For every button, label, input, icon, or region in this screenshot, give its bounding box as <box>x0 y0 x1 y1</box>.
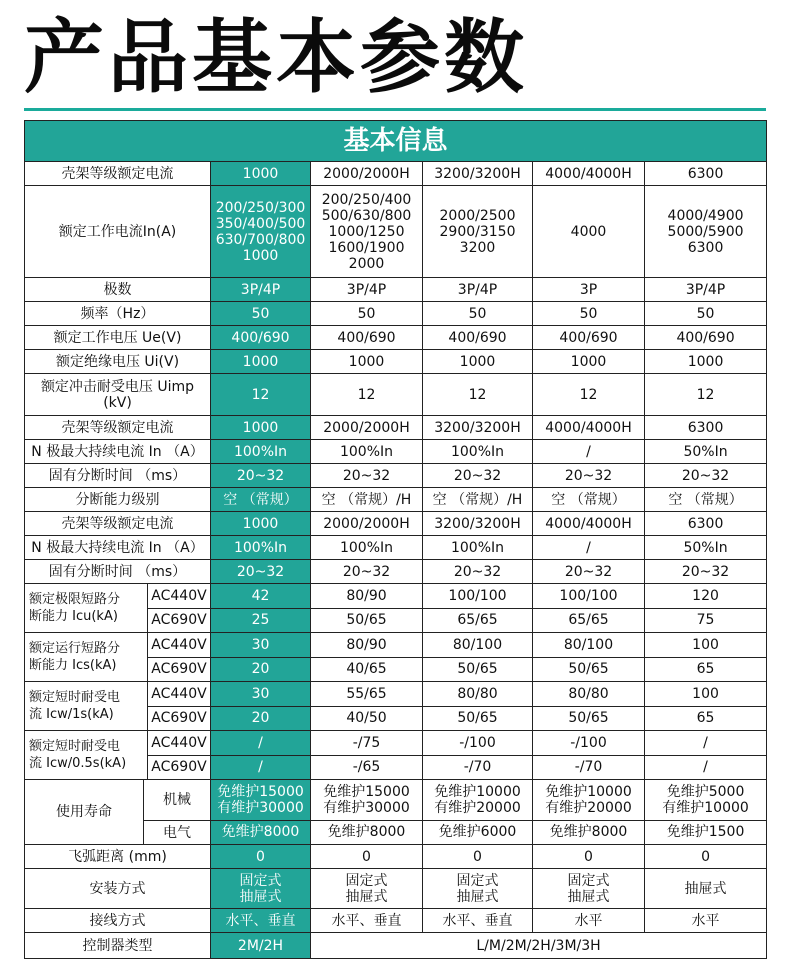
highlight-cell: 100%In <box>211 440 311 464</box>
row-label <box>25 780 211 845</box>
table-cell: 12 <box>311 374 423 416</box>
table-cell: 20~32 <box>533 560 645 584</box>
table-cell: 空 （常规） <box>533 488 645 512</box>
install-row <box>25 869 767 909</box>
row-label: 控制器类型 <box>25 933 211 959</box>
row-label-text: 额定短时耐受电 流 Icw/1s(kA) <box>25 682 148 730</box>
table-cell: -/100 <box>533 731 645 756</box>
ui-row <box>25 350 767 374</box>
ics-row <box>25 633 767 658</box>
highlight-cell: 1000 <box>211 162 311 186</box>
table-cell: 400/690 <box>311 326 423 350</box>
highlight-cell: 免维护8000 <box>211 820 311 844</box>
table-cell: 100%In <box>311 440 423 464</box>
table-cell: 3P/4P <box>423 278 533 302</box>
header-row <box>25 121 767 162</box>
row-label-text: 额定极限短路分 断能力 Icu(kA) <box>25 584 148 632</box>
table-cell: 12 <box>423 374 533 416</box>
table-cell: 55/65 <box>311 682 423 707</box>
table-cell: 100%In <box>423 536 533 560</box>
table-cell: / <box>533 440 645 464</box>
table-cell: 80/90 <box>311 584 423 609</box>
table-cell: / <box>645 731 767 756</box>
spec-table <box>24 120 767 959</box>
highlight-cell: 30 <box>211 682 311 707</box>
row-label: 额定工作电流In(A) <box>25 186 211 278</box>
table-cell: 6300 <box>645 416 767 440</box>
table-cell: 80/80 <box>533 682 645 707</box>
table-cell: 3P <box>533 278 645 302</box>
table-cell: 2000/2500 2900/3150 3200 <box>423 186 533 278</box>
highlight-cell: 水平、垂直 <box>211 909 311 933</box>
title-underline <box>24 108 766 111</box>
table-cell: 2000/2000H <box>311 162 423 186</box>
table-cell: 50/65 <box>311 608 423 633</box>
table-cell: 4000/4000H <box>533 416 645 440</box>
row-label: 壳架等级额定电流 <box>25 512 211 536</box>
row-label: N 极最大持续电流 In （A） <box>25 536 211 560</box>
row-label: 飞弧距离 (mm) <box>25 845 211 869</box>
break-class-row <box>25 488 767 512</box>
table-cell: 400/690 <box>423 326 533 350</box>
table-cell: 免维护15000 有维护30000 <box>311 780 423 821</box>
table-cell: 100%In <box>423 440 533 464</box>
voltage-sublabel: AC690V <box>151 759 207 776</box>
section-header: 基本信息 <box>25 121 767 162</box>
poles-row <box>25 278 767 302</box>
voltage-sublabel: AC440V <box>148 633 210 658</box>
row-label: 壳架等级额定电流 <box>25 416 211 440</box>
controller-row <box>25 933 767 959</box>
table-cell: 65 <box>645 706 767 731</box>
table-cell: 免维护5000 有维护10000 <box>645 780 767 821</box>
row-label: 接线方式 <box>25 909 211 933</box>
table-cell: 3P/4P <box>645 278 767 302</box>
table-cell: 75 <box>645 608 767 633</box>
n-pole-row <box>25 440 767 464</box>
table-cell: 免维护10000 有维护20000 <box>533 780 645 821</box>
highlight-cell: 0 <box>211 845 311 869</box>
table-cell: 2000/2000H <box>311 416 423 440</box>
ue-row <box>25 326 767 350</box>
life-sublabel: 电气 <box>163 824 191 841</box>
table-cell: 4000/4000H <box>533 162 645 186</box>
table-cell: 400/690 <box>645 326 767 350</box>
life-sublabel: 机械 <box>144 780 210 821</box>
table-cell: 400/690 <box>533 326 645 350</box>
table-cell: 1000 <box>423 350 533 374</box>
row-label <box>25 584 211 633</box>
table-cell: 1000 <box>311 350 423 374</box>
table-cell: 100%In <box>311 536 423 560</box>
table-cell: 1000 <box>533 350 645 374</box>
page-title: 产品基本参数 <box>24 11 528 104</box>
table-cell: 65 <box>645 657 767 682</box>
row-label: 额定绝缘电压 Ui(V) <box>25 350 211 374</box>
table-cell: -/75 <box>311 731 423 756</box>
table-cell: 20~32 <box>645 560 767 584</box>
row-label: 固有分断时间 （ms） <box>25 464 211 488</box>
table-cell: 80/80 <box>423 682 533 707</box>
table-cell: 水平、垂直 <box>423 909 533 933</box>
table-cell: 3200/3200H <box>423 162 533 186</box>
table-cell: 20~32 <box>533 464 645 488</box>
table-cell: 4000/4900 5000/5900 6300 <box>645 186 767 278</box>
voltage-sublabel: AC440V <box>148 584 210 609</box>
highlight-cell: 20~32 <box>211 560 311 584</box>
highlight-cell: 固定式 抽屉式 <box>211 869 311 909</box>
break-time-row <box>25 464 767 488</box>
table-cell: 1000 <box>645 350 767 374</box>
voltage-sublabel: AC440V <box>148 731 210 756</box>
table-cell: 20~32 <box>311 464 423 488</box>
table-cell: / <box>645 755 767 780</box>
table-cell: 50 <box>645 302 767 326</box>
highlight-cell: 免维护15000 有维护30000 <box>211 780 311 821</box>
highlight-cell: 200/250/300 350/400/500 630/700/800 1000 <box>211 186 311 278</box>
highlight-cell: 2M/2H <box>211 933 311 959</box>
table-cell: 40/65 <box>311 657 423 682</box>
table-cell: 20~32 <box>423 560 533 584</box>
row-label: 额定工作电压 Ue(V) <box>25 326 211 350</box>
voltage-sublabel: AC440V <box>148 682 210 707</box>
rated-current-row <box>25 186 767 278</box>
table-cell: 20~32 <box>311 560 423 584</box>
table-cell: 50/65 <box>423 706 533 731</box>
voltage-sublabel: AC690V <box>151 710 207 727</box>
table-cell: 0 <box>533 845 645 869</box>
table-cell: 50/65 <box>533 657 645 682</box>
row-label: 分断能力级别 <box>25 488 211 512</box>
table-cell: 水平 <box>645 909 767 933</box>
table-cell: 固定式 抽屉式 <box>423 869 533 909</box>
table-cell: 6300 <box>645 162 767 186</box>
highlight-cell: 1000 <box>211 416 311 440</box>
row-label: N 极最大持续电流 In （A） <box>25 440 211 464</box>
icw05-row <box>25 731 767 756</box>
table-cell: 0 <box>311 845 423 869</box>
table-cell: 50/65 <box>533 706 645 731</box>
frame-current-row <box>25 416 767 440</box>
table-cell: 50 <box>423 302 533 326</box>
table-cell: 100/100 <box>533 584 645 609</box>
table-cell: 0 <box>423 845 533 869</box>
highlight-cell: 20~32 <box>211 464 311 488</box>
highlight-cell: 1000 <box>211 512 311 536</box>
table-cell: 固定式 抽屉式 <box>533 869 645 909</box>
frame-current-row <box>25 162 767 186</box>
table-cell: 水平、垂直 <box>311 909 423 933</box>
table-cell: 3P/4P <box>311 278 423 302</box>
table-cell: 50 <box>311 302 423 326</box>
n-pole-row <box>25 536 767 560</box>
highlight-cell: 空 （常规） <box>211 488 311 512</box>
table-cell: 0 <box>645 845 767 869</box>
table-cell: 50%In <box>645 440 767 464</box>
row-label <box>25 731 211 780</box>
table-cell: 80/100 <box>533 633 645 658</box>
table-cell: 20~32 <box>423 464 533 488</box>
break-time-row <box>25 560 767 584</box>
table-cell: 免维护1500 <box>645 820 767 844</box>
table-cell: 12 <box>533 374 645 416</box>
table-cell: 120 <box>645 584 767 609</box>
table-cell: 50/65 <box>423 657 533 682</box>
highlight-cell: / <box>211 731 311 756</box>
icw1-row <box>25 682 767 707</box>
row-label: 频率（Hz） <box>25 302 211 326</box>
table-cell: 100/100 <box>423 584 533 609</box>
table-cell: 20~32 <box>645 464 767 488</box>
row-label-text: 额定运行短路分 断能力 Ics(kA) <box>25 633 148 681</box>
table-cell: -/100 <box>423 731 533 756</box>
table-cell: 免维护8000 <box>533 820 645 844</box>
table-cell: 空 （常规）/H <box>423 488 533 512</box>
table-cell: 2000/2000H <box>311 512 423 536</box>
table-cell: 免维护8000 <box>311 820 423 844</box>
frame-current-row <box>25 512 767 536</box>
table-cell: 空 （常规） <box>645 488 767 512</box>
voltage-sublabel: AC690V <box>151 661 207 678</box>
highlight-cell: 3P/4P <box>211 278 311 302</box>
table-cell: 50 <box>533 302 645 326</box>
table-cell: 3200/3200H <box>423 416 533 440</box>
table-cell: 65/65 <box>423 608 533 633</box>
table-cell: L/M/2M/2H/3M/3H <box>311 933 767 959</box>
frequency-row <box>25 302 767 326</box>
voltage-sublabel: AC690V <box>151 612 207 629</box>
highlight-cell: 12 <box>211 374 311 416</box>
highlight-cell: 25 <box>211 608 311 633</box>
arc-row <box>25 845 767 869</box>
table-cell: 80/90 <box>311 633 423 658</box>
highlight-cell: 30 <box>211 633 311 658</box>
highlight-cell: / <box>211 755 311 780</box>
table-cell: 3200/3200H <box>423 512 533 536</box>
row-label: 固有分断时间 （ms） <box>25 560 211 584</box>
highlight-cell: 42 <box>211 584 311 609</box>
table-cell: 4000 <box>533 186 645 278</box>
row-label: 额定冲击耐受电压 Uimp (kV) <box>25 374 211 416</box>
highlight-cell: 20 <box>211 657 311 682</box>
row-label-text: 使用寿命 <box>25 780 144 844</box>
table-cell: 4000/4000H <box>533 512 645 536</box>
table-cell: 抽屉式 <box>645 869 767 909</box>
table-cell: 固定式 抽屉式 <box>311 869 423 909</box>
table-cell: 50%In <box>645 536 767 560</box>
row-label: 极数 <box>25 278 211 302</box>
table-cell: -/70 <box>423 755 533 780</box>
table-cell: -/70 <box>533 755 645 780</box>
wiring-row <box>25 909 767 933</box>
table-cell: -/65 <box>311 755 423 780</box>
uimp-row <box>25 374 767 416</box>
life-mech-row <box>25 780 767 821</box>
highlight-cell: 50 <box>211 302 311 326</box>
table-cell: 80/100 <box>423 633 533 658</box>
table-cell: 200/250/400 500/630/800 1000/1250 1600/1900 2000 <box>311 186 423 278</box>
table-cell: 水平 <box>533 909 645 933</box>
table-cell: 6300 <box>645 512 767 536</box>
table-cell: 免维护10000 有维护20000 <box>423 780 533 821</box>
row-label <box>25 633 211 682</box>
table-cell: 100 <box>645 633 767 658</box>
table-cell: 100 <box>645 682 767 707</box>
highlight-cell: 1000 <box>211 350 311 374</box>
row-label <box>25 682 211 731</box>
table-cell: / <box>533 536 645 560</box>
table-cell: 12 <box>645 374 767 416</box>
row-label-text: 额定短时耐受电 流 Icw/0.5s(kA) <box>25 731 148 779</box>
highlight-cell: 100%In <box>211 536 311 560</box>
table-cell: 40/50 <box>311 706 423 731</box>
row-label: 壳架等级额定电流 <box>25 162 211 186</box>
highlight-cell: 400/690 <box>211 326 311 350</box>
table-cell: 免维护6000 <box>423 820 533 844</box>
row-label: 安装方式 <box>25 869 211 909</box>
table-cell: 65/65 <box>533 608 645 633</box>
table-cell: 空 （常规）/H <box>311 488 423 512</box>
highlight-cell: 20 <box>211 706 311 731</box>
icu-row <box>25 584 767 609</box>
